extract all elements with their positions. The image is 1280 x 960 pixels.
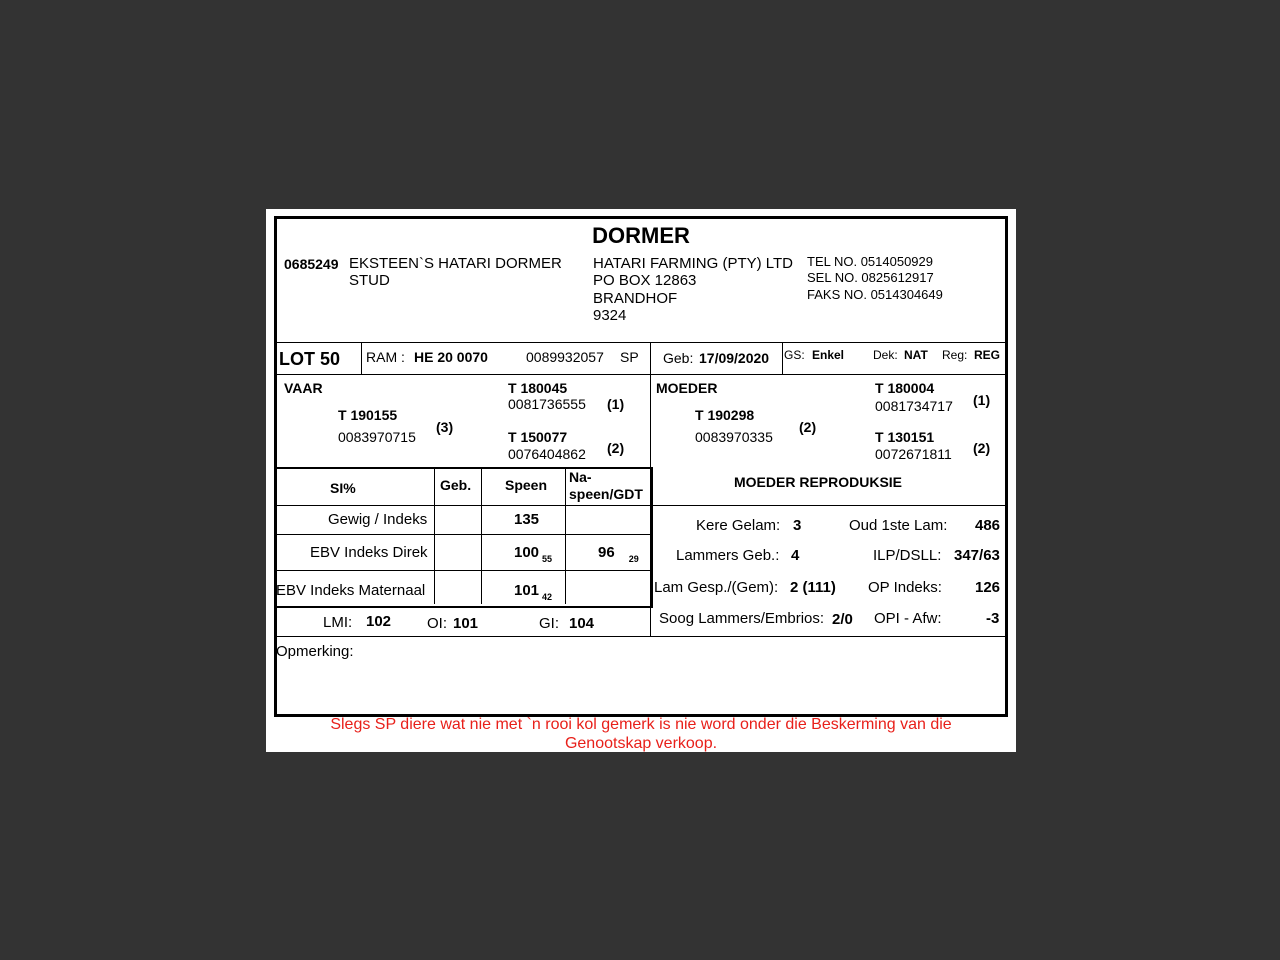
vaar-label: VAAR <box>284 380 323 396</box>
rule-pedigree-sep <box>650 374 651 468</box>
address-line1: PO BOX 12863 <box>593 272 697 289</box>
gesp-value: 2 (111) <box>790 579 836 596</box>
vaar-granddam-count: (2) <box>607 440 625 456</box>
moeder-grandsire-id: T 180004 <box>875 380 935 396</box>
si-rule-1 <box>274 505 651 506</box>
opi-value: -3 <box>986 610 1000 627</box>
si-header: SI% <box>330 480 356 496</box>
geb-value: 17/09/2020 <box>699 350 770 366</box>
row-gewig-label: Gewig / Indeks <box>328 511 428 528</box>
stud-name-line2: STUD <box>349 272 390 289</box>
vaar-sire-no: 0083970715 <box>338 429 416 445</box>
na-speen-header-line2: speen/GDT <box>569 486 643 502</box>
stud-name-line1: EKSTEEN`S HATARI DORMER <box>349 255 562 272</box>
rule-lot-sep2 <box>650 342 651 374</box>
breeder-code: 0685249 <box>284 256 339 272</box>
row-direk-speen-value: 100 <box>514 544 540 561</box>
si-col-3 <box>565 469 566 604</box>
lmi-label: LMI: <box>323 614 353 631</box>
na-speen-header-line1: Na- <box>569 469 592 485</box>
tel-number: TEL NO. 0514050929 <box>807 254 933 269</box>
lmi-value: 102 <box>366 613 392 630</box>
lot-card <box>266 209 1016 752</box>
rule-repro-title <box>650 505 1008 506</box>
ram-id: HE 20 0070 <box>414 349 488 365</box>
row-direk-speen-count: 55 <box>542 554 553 564</box>
address-line2: BRANDHOF <box>593 290 678 307</box>
rule-lot-sep1 <box>361 342 362 374</box>
company-name: HATARI FARMING (PTY) LTD <box>593 255 794 272</box>
opmerking-label: Opmerking: <box>276 643 354 660</box>
gesp-label: Lam Gesp./(Gem): <box>654 579 779 596</box>
page-title: DORMER <box>592 223 690 248</box>
postcode: 9324 <box>593 307 627 324</box>
ram-sp: SP <box>620 349 639 365</box>
op-value: 126 <box>975 579 1001 596</box>
moeder-dam-count: (2) <box>799 419 817 435</box>
row-maternaal-speen <box>514 582 552 602</box>
sel-number: SEL NO. 0825612917 <box>807 270 934 285</box>
frame-top <box>274 216 1008 219</box>
gs-label: GS: <box>784 348 805 362</box>
row-gewig-speen: 135 <box>514 511 540 528</box>
rule-lot-top <box>274 342 1008 343</box>
moeder-label: MOEDER <box>656 380 718 396</box>
rule-indices-bottom <box>274 636 1008 637</box>
moeder-granddam-id: T 130151 <box>875 429 935 445</box>
rule-lot-bottom <box>274 374 1008 375</box>
ilp-value: 347/63 <box>954 547 1000 564</box>
oud-label: Oud 1ste Lam: <box>849 517 948 534</box>
vaar-granddam-id: T 150077 <box>508 429 568 445</box>
geb-label: Geb: <box>663 350 694 366</box>
row-direk-na-value: 96 <box>598 544 615 561</box>
moeder-grandsire-count: (1) <box>973 392 991 408</box>
faks-number: FAKS NO. 0514304649 <box>807 287 943 302</box>
rule-lot-sep3 <box>782 342 783 374</box>
row-direk-na-count: 29 <box>628 554 639 564</box>
moeder-granddam-count: (2) <box>973 440 991 456</box>
row-maternaal-speen-count: 42 <box>542 592 553 602</box>
lot-number: LOT 50 <box>279 349 341 369</box>
ilp-label: ILP/DSLL: <box>873 547 942 564</box>
row-maternaal-speen-value: 101 <box>514 582 540 599</box>
reg-value: REG <box>974 348 1001 362</box>
lammers-label: Lammers Geb.: <box>676 547 780 564</box>
notice-line1: Slegs SP diere wat nie met `n rooi kol gemerk is nie word onder die Beskerming van die <box>330 716 952 733</box>
geb-header: Geb. <box>440 477 472 493</box>
rule-indices-sep <box>650 467 651 637</box>
kere-label: Kere Gelam: <box>696 517 781 534</box>
vaar-grandsire-no: 0081736555 <box>508 396 586 412</box>
si-col-2 <box>481 469 482 604</box>
moeder-dam-no: 0083970335 <box>695 429 773 445</box>
vaar-sire-id: T 190155 <box>338 407 398 423</box>
si-rule-3 <box>274 570 651 571</box>
si-col-1 <box>434 469 435 604</box>
opi-label: OPI - Afw: <box>874 610 942 627</box>
vaar-granddam-no: 0076404862 <box>508 446 586 462</box>
notice-line2: Genootskap verkoop. <box>564 735 718 752</box>
ram-reg-no: 0089932057 <box>526 349 604 365</box>
speen-header: Speen <box>505 477 548 493</box>
vaar-grandsire-id: T 180045 <box>508 380 568 396</box>
row-direk-na <box>598 544 639 564</box>
gs-value: Enkel <box>812 348 845 362</box>
oi-value: 101 <box>453 615 479 632</box>
repro-title: MOEDER REPRODUKSIE <box>734 474 903 490</box>
gi-label: GI: <box>539 615 560 632</box>
moeder-dam-id: T 190298 <box>695 407 755 423</box>
row-maternaal-label: EBV Indeks Maternaal <box>276 582 426 599</box>
vaar-grandsire-count: (1) <box>607 396 625 412</box>
dek-value: NAT <box>904 348 928 362</box>
frame-right <box>1005 216 1008 717</box>
si-rule-2 <box>274 534 651 535</box>
row-direk-label: EBV Indeks Direk <box>310 544 428 561</box>
dek-label: Dek: <box>873 348 898 362</box>
moeder-grandsire-no: 0081734717 <box>875 398 953 414</box>
op-label: OP Indeks: <box>868 579 942 596</box>
moeder-granddam-no: 0072671811 <box>875 446 952 462</box>
vaar-sire-count: (3) <box>436 419 454 435</box>
kere-value: 3 <box>793 517 802 534</box>
oud-value: 486 <box>975 517 1001 534</box>
row-direk-speen <box>514 544 552 564</box>
oi-label: OI: <box>427 615 448 632</box>
gi-value: 104 <box>569 615 595 632</box>
reg-label: Reg: <box>942 348 968 362</box>
ram-label: RAM : <box>366 349 405 365</box>
soog-label: Soog Lammers/Embrios: <box>659 610 825 627</box>
soog-value: 2/0 <box>832 611 853 628</box>
lammers-value: 4 <box>791 547 800 564</box>
